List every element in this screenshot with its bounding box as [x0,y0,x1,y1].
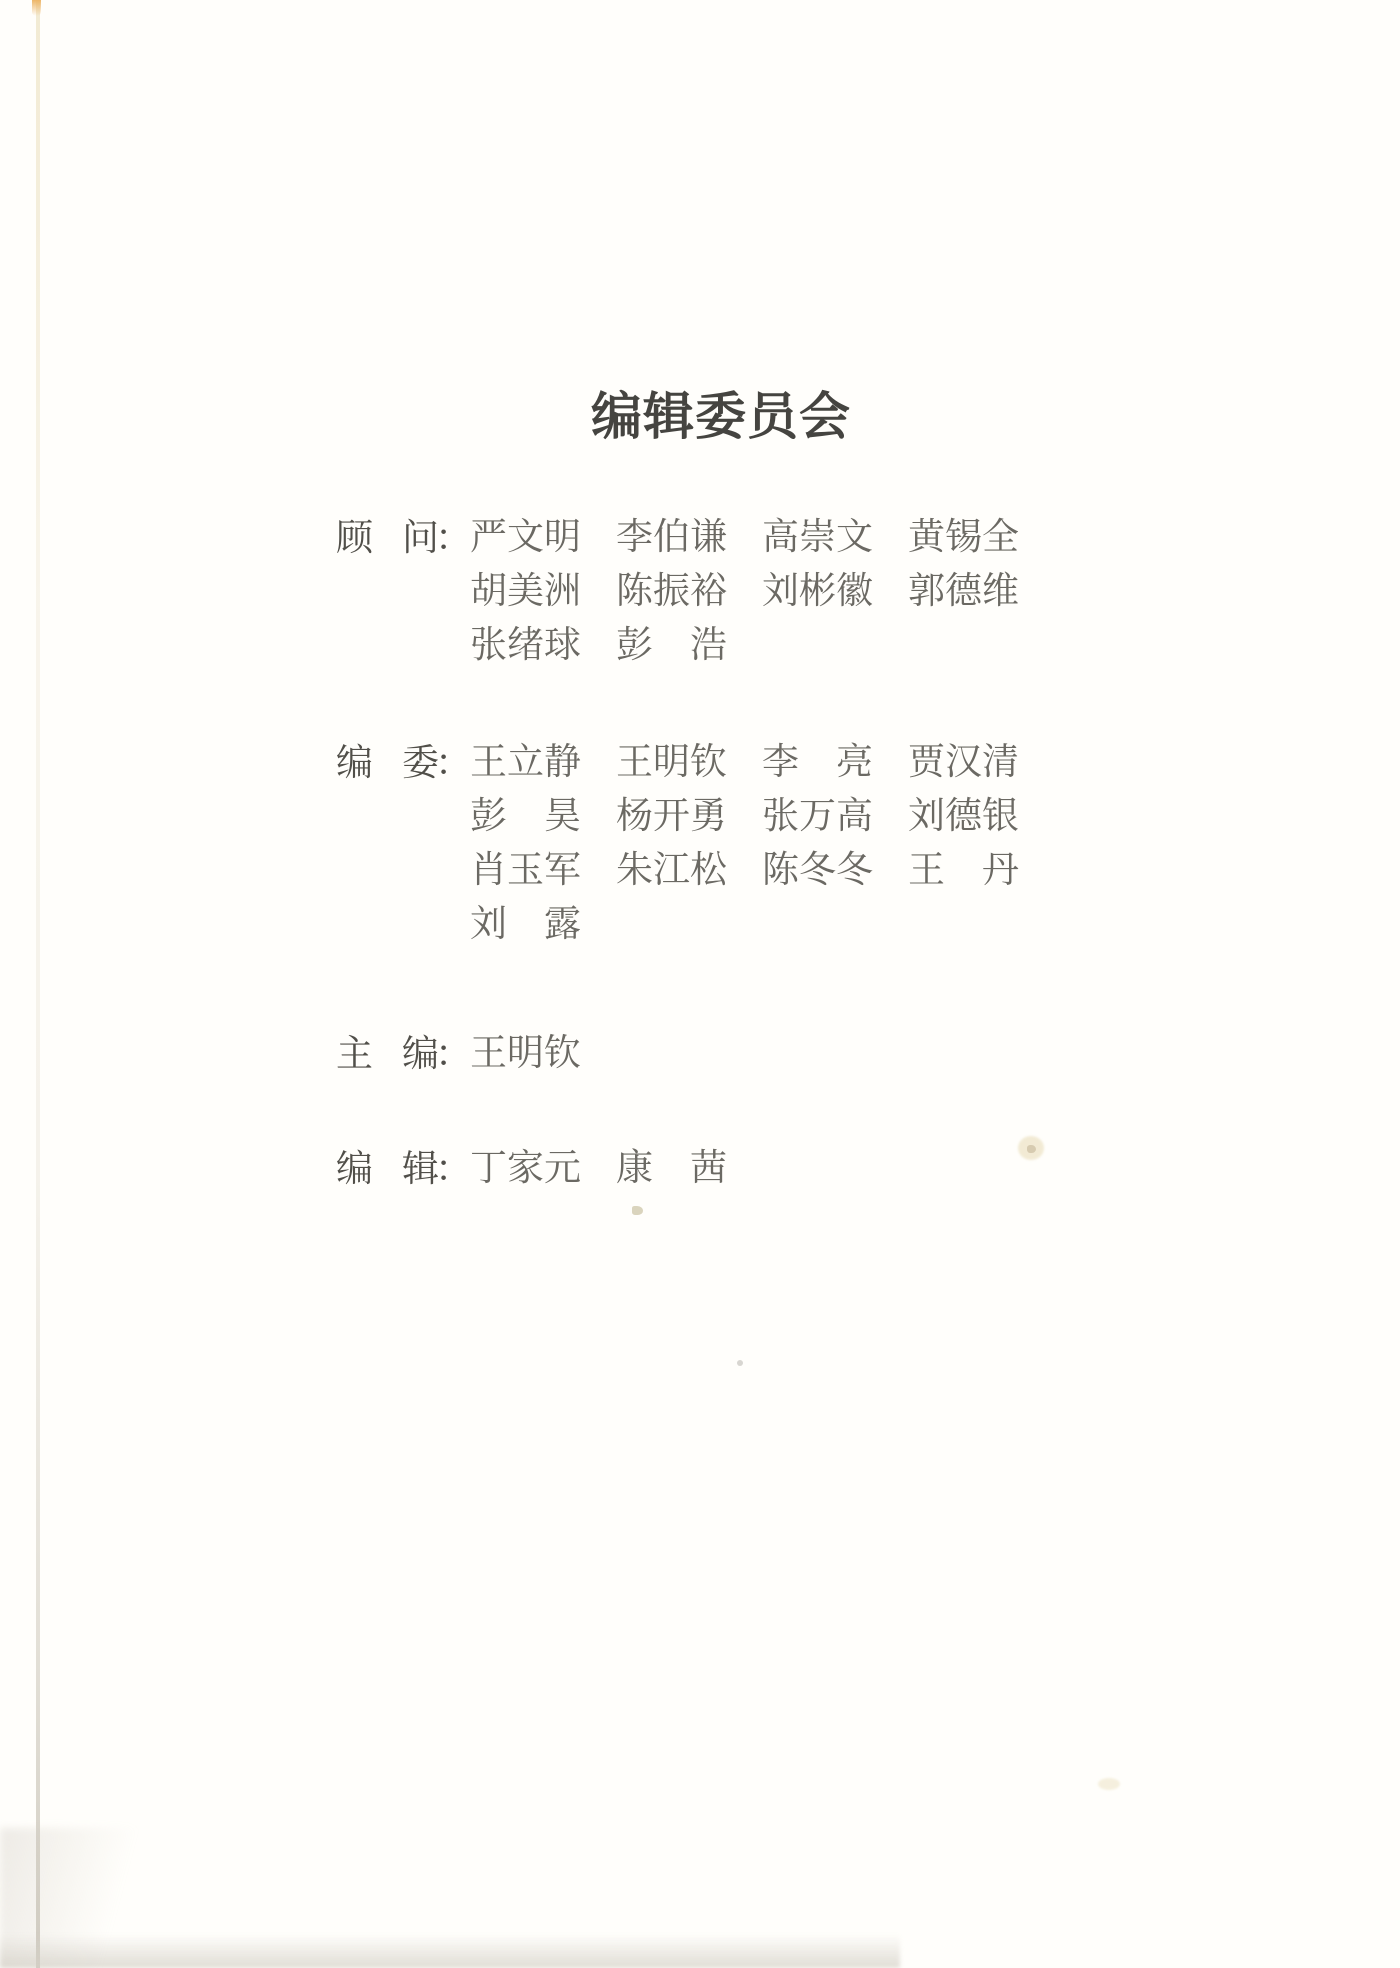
section-label-advisors: 顾 问： [336,517,468,558]
top-edge-stain [32,0,41,16]
person-name: 严文明 [470,517,581,558]
person-name: 黄锡全 [908,517,1019,558]
person-name: 贾汉清 [908,742,1019,783]
section-editorial-board [336,736,1019,952]
person-name: 刘德银 [908,796,1019,837]
person-name: 李 亮 [762,742,873,783]
person-name: 朱江松 [616,850,727,891]
person-name: 丁家元 [470,1148,581,1189]
page-title: 编辑委员会 [591,390,852,446]
person-name: 郭德维 [908,571,1019,612]
person-name: 张万高 [762,796,873,837]
person-name: 杨开勇 [616,796,727,837]
name-row [470,1142,727,1196]
paper-speck [632,1206,643,1215]
name-row [470,619,1019,673]
section-label-editorial-board: 编 委： [336,742,468,783]
name-row [470,511,1019,565]
person-name: 刘 露 [470,904,581,945]
name-row [470,565,1019,619]
bottom-left-shadow [0,1828,160,1968]
board-name-list [470,736,1019,952]
paper-speck [1027,1145,1036,1153]
person-name: 王明钦 [616,742,727,783]
person-name: 刘彬徽 [762,571,873,612]
section-label-editors: 编 辑： [336,1148,468,1189]
name-row [470,736,1019,790]
section-advisors [336,511,1019,673]
person-name: 康 茜 [616,1148,727,1189]
person-name: 李伯谦 [616,517,727,558]
paper-speck [1098,1778,1120,1790]
person-name: 张绪球 [470,625,581,666]
person-name: 王立静 [470,742,581,783]
person-name: 王 丹 [908,850,1019,891]
name-row [470,1027,581,1081]
person-name: 胡美洲 [470,571,581,612]
name-row [470,844,1019,898]
person-name: 高崇文 [762,517,873,558]
person-name: 陈冬冬 [762,850,873,891]
section-chief-editor [336,1027,581,1081]
editors-name-list [470,1142,727,1196]
section-editors [336,1142,727,1196]
name-row [470,790,1019,844]
name-row [470,898,1019,952]
person-name: 肖玉军 [470,850,581,891]
person-name: 彭 昊 [470,796,581,837]
paper-speck [737,1360,743,1366]
person-name: 彭 浩 [616,625,727,666]
section-label-chief-editor: 主 编： [336,1033,468,1074]
advisors-name-list [470,511,1019,673]
page-fold-line [36,0,40,1968]
chief-editor-name-list [470,1027,581,1081]
person-name: 王明钦 [470,1033,581,1074]
person-name: 陈振裕 [616,571,727,612]
